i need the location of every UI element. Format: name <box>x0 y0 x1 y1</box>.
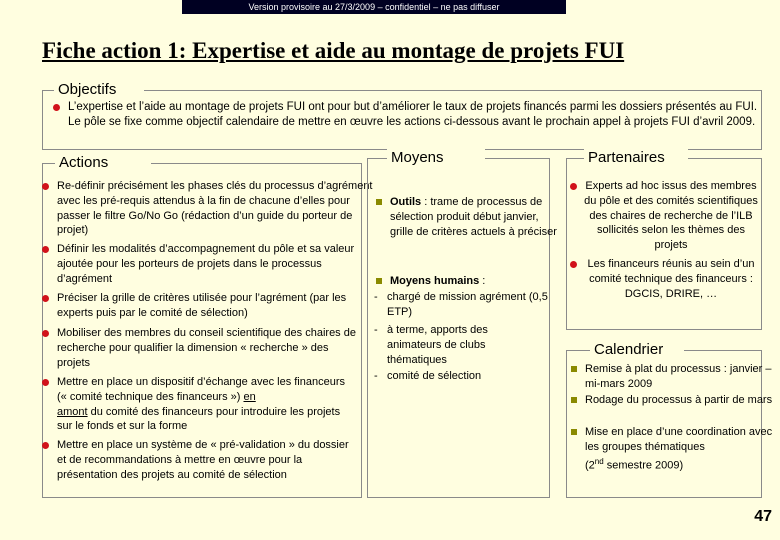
partenaires-heading: Partenaires <box>584 148 688 166</box>
actions-heading: Actions <box>55 153 151 171</box>
moyens-humains: Moyens humains : <box>375 274 558 289</box>
bullet-circle-icon <box>42 442 49 449</box>
confidential-banner: Version provisoire au 27/3/2009 – confidentiel – ne pas diffuser <box>182 0 566 14</box>
bullet-circle-icon <box>42 183 49 190</box>
bullet-square-icon <box>571 366 577 372</box>
page-title: Fiche action 1: Expertise et aide au montage de projets FUI <box>42 38 625 63</box>
moyens-subitem: - chargé de mission agrément (0,5 ETP) <box>374 291 548 318</box>
moyens-subitem: - comité de sélection <box>374 370 482 382</box>
partenaire-item: Les financeurs réunis au sein d’un comité technique des financeurs : DGCIS, DRIRE, … <box>570 257 758 301</box>
action-item: Préciser la grille de critères utilisée pour l’agrément (par les experts puis par le comité de sélection) <box>42 291 375 321</box>
page-number: 47 <box>754 508 772 525</box>
bullet-circle-icon <box>42 330 49 337</box>
partenaire-item: Experts ad hoc issus des membres du pôle et des comités scientifiques des chaires de recherche de l’ILB sollicités selon les thèmes des projets <box>570 179 758 253</box>
bullet-square-icon <box>571 429 577 435</box>
bullet-circle-icon <box>570 183 577 190</box>
calendrier-item: Remise à plat du processus : janvier – mi-mars 2009 <box>570 362 773 392</box>
action-item: Mobiliser des membres du conseil scientifique des chaires de recherche pour qualifier la dimension « recherche » des projets <box>42 326 357 370</box>
action-item: Mettre en place un dispositif d’échange avec les financeurs (« comité technique des financeurs ») en amont du comité des financeurs pour introduire les projets sur le fonds et sur la forme <box>42 375 357 434</box>
moyens-heading: Moyens <box>387 148 485 166</box>
bullet-square-icon <box>376 278 382 284</box>
bullet-square-icon <box>376 199 382 205</box>
action-item: Définir les modalités d’accompagnement du pôle et sa valeur ajoutée pour les porteurs de projets dans le processus d’agrément <box>42 242 357 286</box>
bullet-circle-icon <box>42 246 49 253</box>
moyens-outils: Outils : trame de processus de sélection produit début janvier, grille de critères actuels à préciser <box>375 195 558 239</box>
objectifs-heading: Objectifs <box>54 80 144 98</box>
moyens-subitem: - à terme, apports des animateurs de clubs thématiques <box>374 324 488 366</box>
action-item: Re-définir précisément les phases clés du processus d’agrément avec les pré-requis attendus à la fin de chacune d’elles pour passer le filtre Go/No Go (rédaction d’un guide du porteur de projet) <box>42 179 375 238</box>
bullet-circle-icon <box>42 295 49 302</box>
calendrier-heading: Calendrier <box>590 340 684 358</box>
objectifs-text: L’expertise et l’aide au montage de projets FUI ont pour but d’améliorer le taux de projets financés parmi les dossiers présentés au FUI. Le pôle se fixe comme objectif calendaire de mettre en œuvre les actions ci-dessous avant le prochain appel à projets FUI d’avril 2009. <box>53 100 772 130</box>
bullet-circle-icon <box>53 104 60 111</box>
bullet-circle-icon <box>42 379 49 386</box>
calendrier-item: Rodage du processus à partir de mars <box>570 393 773 408</box>
bullet-square-icon <box>571 397 577 403</box>
bullet-circle-icon <box>570 261 577 268</box>
action-item: Mettre en place un système de « pré-validation » du dossier et de recommandations à mettre en œuvre pour la présentation des projets au comité de sélection <box>42 438 357 482</box>
calendrier-item: Mise en place d’une coordination avec les groupes thématiques (2nd semestre 2009) <box>570 425 777 473</box>
